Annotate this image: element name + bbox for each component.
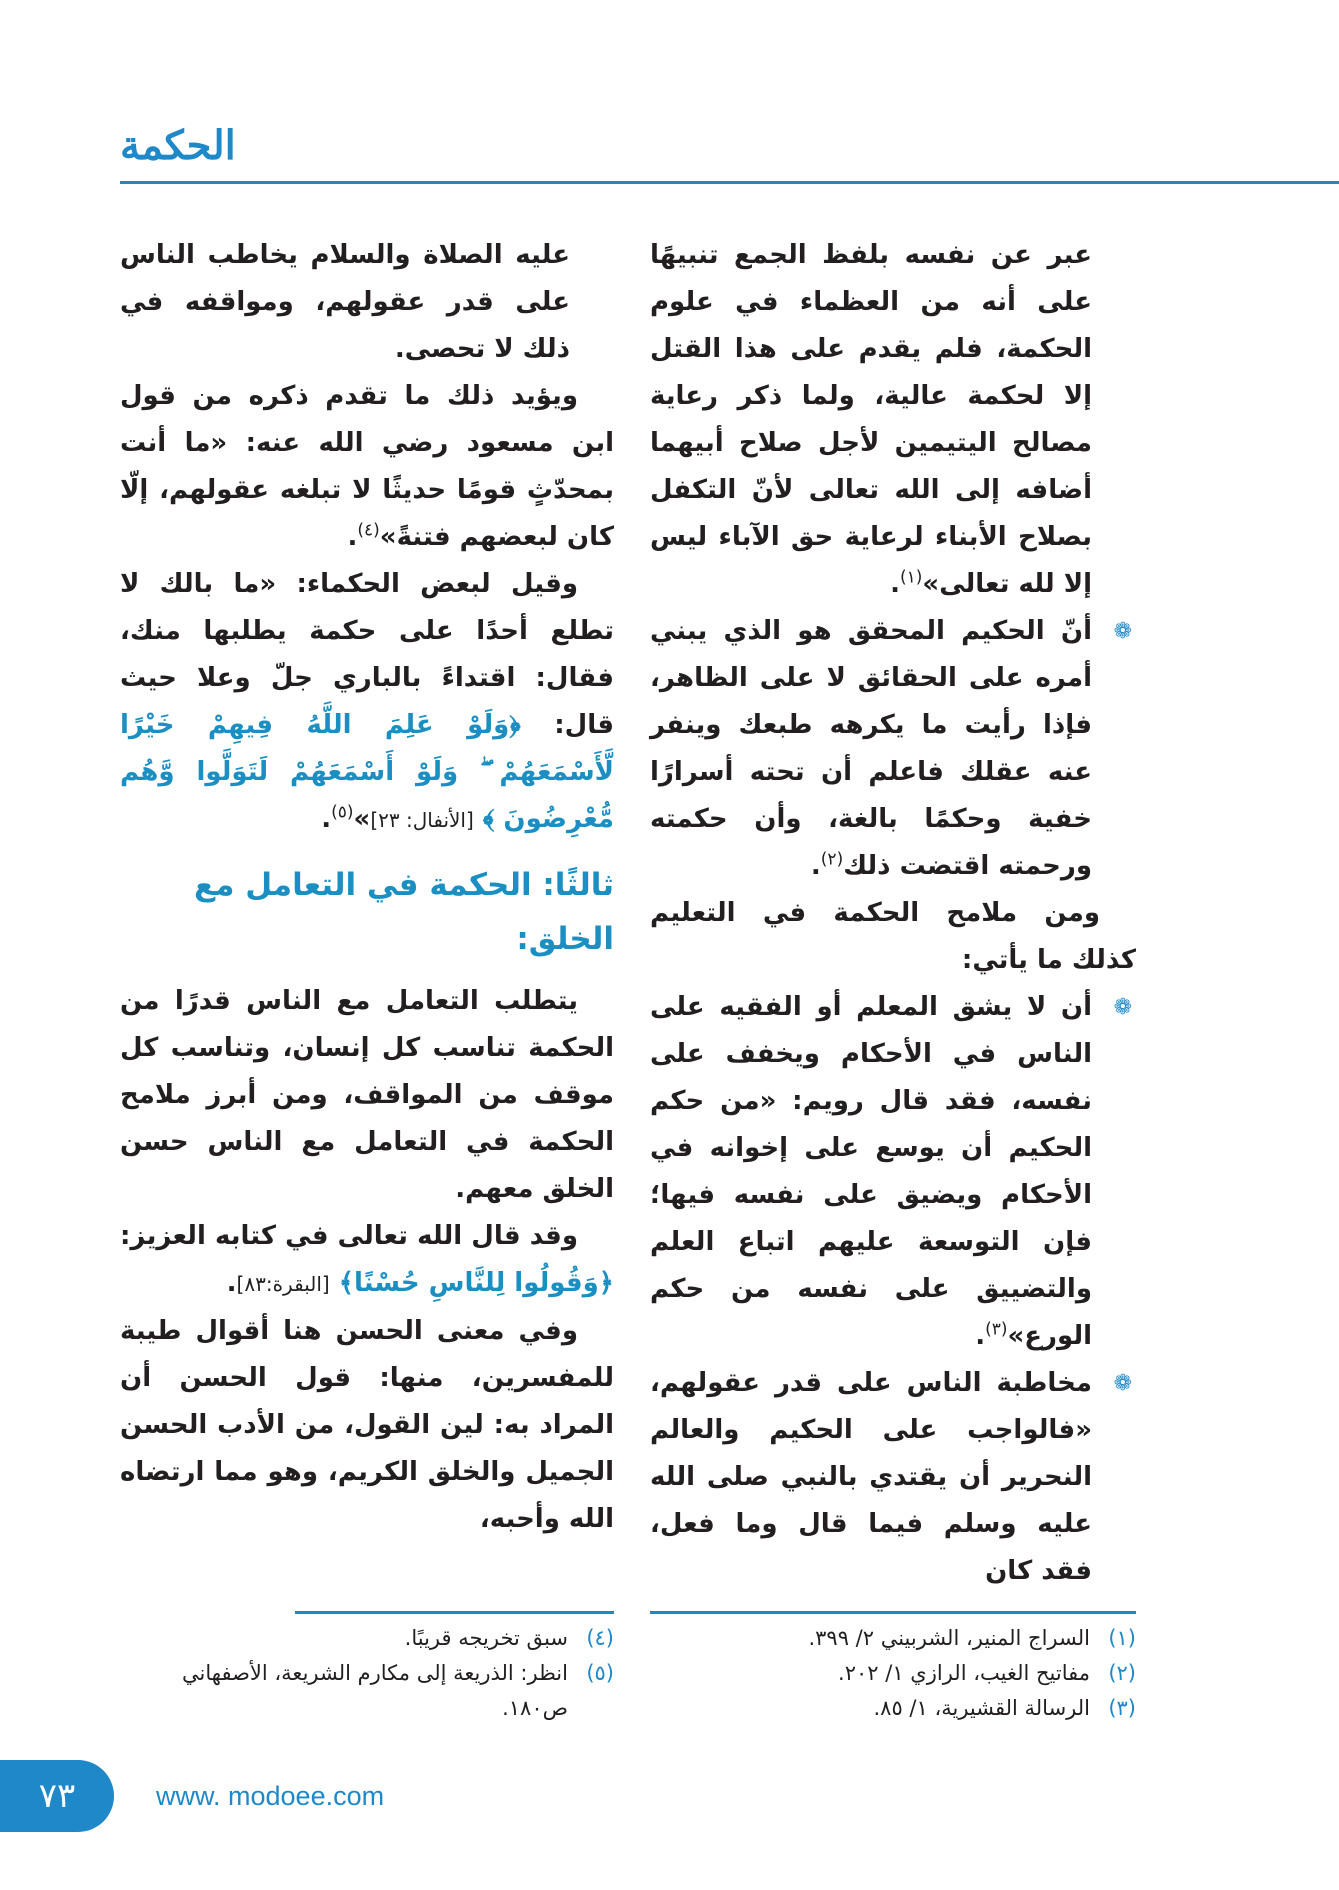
footnote: [650, 1656, 1136, 1691]
paragraph-end: .: [321, 804, 332, 834]
paragraph-text: عليه الصلاة والسلام يخاطب الناس على قدر عقولهم، ومواقفه في ذلك لا تحصى.: [120, 240, 570, 364]
footnote-text: مفاتيح الغيب، الرازي ١/ ٢٠٢.: [838, 1661, 1090, 1685]
page-number: ٧٣: [38, 1776, 76, 1816]
footnote-text: انظر: الذريعة إلى مكارم الشريعة، الأصفهاني ص١٨٠.: [182, 1661, 568, 1720]
bullet-text: أن لا يشق المعلم أو الفقيه على الناس في الأحكام ويخفف على نفسه، فقد قال رويم: «من حكم الحكيم أن يوسع على إخوانه في الأحكام ويضيق على نفسه فيها؛ فإن التوسعة عليهم اتباع العلم والتضييق على نفسه من حكم الورع»: [650, 992, 1092, 1351]
footnote: [650, 1621, 1136, 1656]
paragraph-text: عبر عن نفسه بلفظ الجمع تنبيهًا على أنه من العظماء في علوم الحكمة، فلم يقدم على هذا القتل إلا لحكمة عالية، ولما ذكر رعاية مصالح اليتيمين لأجل صلاح أبيهما أضافه إلى الله تعالى لأنّ التكفل بصلاح الأبناء لرعاية حق الآباء ليس إلا لله تعالى»: [650, 240, 1092, 599]
flower-bullet-icon: [1114, 1360, 1132, 1407]
footnote: [650, 1691, 1136, 1726]
verse-reference: [الأنفال: ٢٣]: [370, 808, 474, 832]
footnote-marker: (٢): [820, 849, 844, 870]
footnote-number: (٥): [586, 1661, 614, 1685]
footnote: [120, 1656, 614, 1726]
quran-verse: ﴿وَقُولُوا لِلنَّاسِ حُسْنًا﴾: [338, 1268, 614, 1298]
bullet-text: أنّ الحكيم المحقق هو الذي يبني أمره على الحقائق لا على الظاهر، فإذا رأيت ما يكرهه طبعك وينفر عنه عقلك فاعلم أن تحته أسرارًا خفية وحكمًا بالغة، وأن حكمته ورحمته اقتضت ذلك: [650, 616, 1092, 881]
flower-bullet-icon: [1114, 984, 1132, 1031]
right-column: [650, 232, 1136, 1595]
flower-bullet-icon: [1114, 608, 1132, 655]
paragraph: [120, 1308, 614, 1543]
footnote-text: الرسالة القشيرية، ١/ ٨٥.: [873, 1696, 1090, 1720]
paragraph: [120, 1213, 614, 1308]
footnotes-right: [650, 1621, 1136, 1726]
paragraph-end: .: [347, 522, 358, 552]
paragraph-text: ويؤيد ذلك ما تقدم ذكره من قول ابن مسعود رضي الله عنه: «ما أنت بمحدّثٍ قومًا حديثًا لا تبلغه عقولهم، إلّا كان لبعضهم فتنةً»: [120, 381, 614, 552]
footnote-number: (٢): [1108, 1661, 1136, 1685]
bullet-text: مخاطبة الناس على قدر عقولهم، «فالواجب على الحكيم والعالم النحرير أن يقتدي بالنبي صلى الله عليه وسلم فيما قال وما فعل، فقد كان: [650, 1368, 1092, 1586]
continued-paragraph: [650, 232, 1136, 608]
footnote-number: (١): [1108, 1626, 1136, 1650]
bullet-item: [650, 1360, 1136, 1595]
paragraph-end: .: [226, 1268, 237, 1298]
footnote-rule-left: [295, 1611, 614, 1614]
footnote-marker: (٤): [357, 520, 380, 541]
section-heading: ثالثًا: الحكمة في التعامل مع الخلق:: [194, 867, 614, 957]
paragraph-text: وفي معنى الحسن هنا أقوال طيبة للمفسرين، منها: قول الحسن أن المراد به: لين القول، من الأدب الحسن الجميل والخلق الكريم، وهو مما ارتضاه الله وأحبه،: [120, 1316, 614, 1534]
footnote-number: (٣): [1108, 1696, 1136, 1720]
footnote-text: سبق تخريجه قريبًا.: [404, 1626, 568, 1650]
website-url: www. modoee.com: [156, 1781, 385, 1811]
bullet-item: [650, 608, 1136, 890]
footnote-rule-right: [650, 1611, 1136, 1614]
header-rule: [120, 181, 1339, 184]
footnote-marker: (١): [899, 567, 923, 588]
bullet-item: [650, 984, 1136, 1360]
left-column: [120, 232, 614, 1543]
paragraph-end: .: [975, 1321, 986, 1351]
quran-verse: ﴿وَلَوْ عَلِمَ اللَّهُ فِيهِمْ خَيْرًا لَّأَسْمَعَهُمْ ۖ وَلَوْ أَسْمَعَهُمْ لَتَوَلَّوا وَّهُم مُّعْرِضُونَ ﴾: [120, 710, 614, 834]
footnotes-left: [120, 1621, 614, 1726]
running-header-title: الحكمة: [120, 122, 236, 169]
page-number-tab: [0, 1760, 114, 1832]
paragraph: [120, 561, 614, 844]
footnote-text: السراج المنير، الشربيني ٢/ ٣٩٩.: [808, 1626, 1090, 1650]
footnote: [120, 1621, 614, 1656]
paragraph: [120, 978, 614, 1213]
footnote-number: (٤): [586, 1626, 614, 1650]
verse-reference: [البقرة:٨٣]: [236, 1272, 330, 1296]
paragraph-text: وقيل لبعض الحكماء: «ما بالك لا تطلع أحدًا على حكمة يطلبها منك، فقال: اقتداءً بالباري جلّ وعلا حيث قال:: [120, 569, 614, 740]
paragraph: [120, 373, 614, 561]
paragraph-end: .: [890, 569, 900, 599]
paragraph: [650, 890, 1136, 984]
closing-quote: »: [353, 804, 371, 834]
footnote-marker: (٣): [985, 1319, 1008, 1340]
paragraph-text: وقد قال الله تعالى في كتابه العزيز:: [120, 1221, 578, 1251]
paragraph-end: .: [810, 851, 821, 881]
footnote-marker: (٥): [331, 802, 354, 823]
continued-paragraph: [120, 232, 614, 373]
paragraph-text: يتطلب التعامل مع الناس قدرًا من الحكمة تناسب كل إنسان، وتناسب كل موقف من المواقف، ومن أبرز ملامح الحكمة في التعامل مع الناس حسن الخلق معهم.: [120, 986, 614, 1204]
paragraph-text: ومن ملامح الحكمة في التعليم كذلك ما يأتي:: [650, 898, 1136, 975]
